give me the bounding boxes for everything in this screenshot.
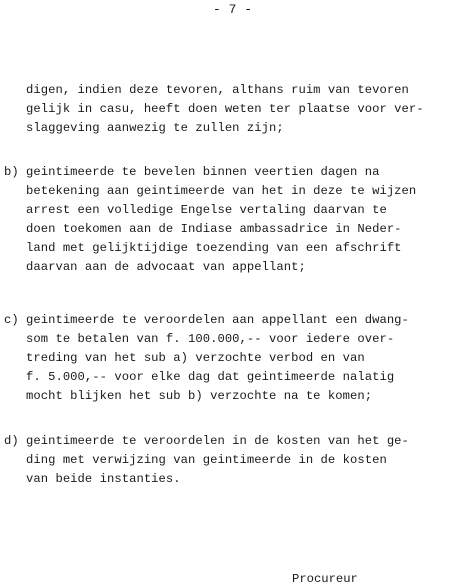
item-c-line-5: mocht blijken het sub b) verzochte na te komen; [26, 389, 373, 403]
item-d-marker: d) [4, 434, 19, 448]
item-c-line-4: f. 5.000,-- voor elke dag dat geintimeerde nalatig [26, 370, 395, 384]
item-d-line-3: van beide instanties. [26, 472, 181, 486]
item-b-line-1: geintimeerde te bevelen binnen veertien dagen na [26, 165, 380, 179]
item-b-line-4: doen toekomen aan de Indiase ambassadrice in Neder- [26, 222, 402, 236]
item-d-line-2: ding met verwijzing van geintimeerde in de kosten [26, 453, 387, 467]
item-c-line-1: geintimeerde te veroordelen aan appellant een dwang- [26, 313, 409, 327]
intro-line-3: slaggeving aanwezig te zullen zijn; [26, 121, 284, 135]
item-d-line-1: geintimeerde te veroordelen in de kosten van het ge- [26, 434, 409, 448]
item-b-line-6: daarvan aan de advocaat van appellant; [26, 260, 306, 274]
item-b-line-5: land met gelijktijdige toezending van een afschrift [26, 241, 402, 255]
page-number: - 7 - [213, 2, 253, 17]
item-c-line-3: treding van het sub a) verzochte verbod en van [26, 351, 365, 365]
item-c-line-2: som te betalen van f. 100.000,-- voor iedere over- [26, 332, 395, 346]
item-b-marker: b) [4, 165, 19, 179]
item-b-line-2: betekening aan geintimeerde van het in deze te wijzen [26, 184, 417, 198]
intro-line-2: gelijk in casu, heeft doen weten ter plaatse voor ver- [26, 102, 424, 116]
item-c-marker: c) [4, 313, 19, 327]
intro-line-1: digen, indien deze tevoren, althans ruim van tevoren [26, 83, 409, 97]
item-b-line-3: arrest een volledige Engelse vertaling daarvan te [26, 203, 387, 217]
signature-label: Procureur [292, 572, 358, 586]
